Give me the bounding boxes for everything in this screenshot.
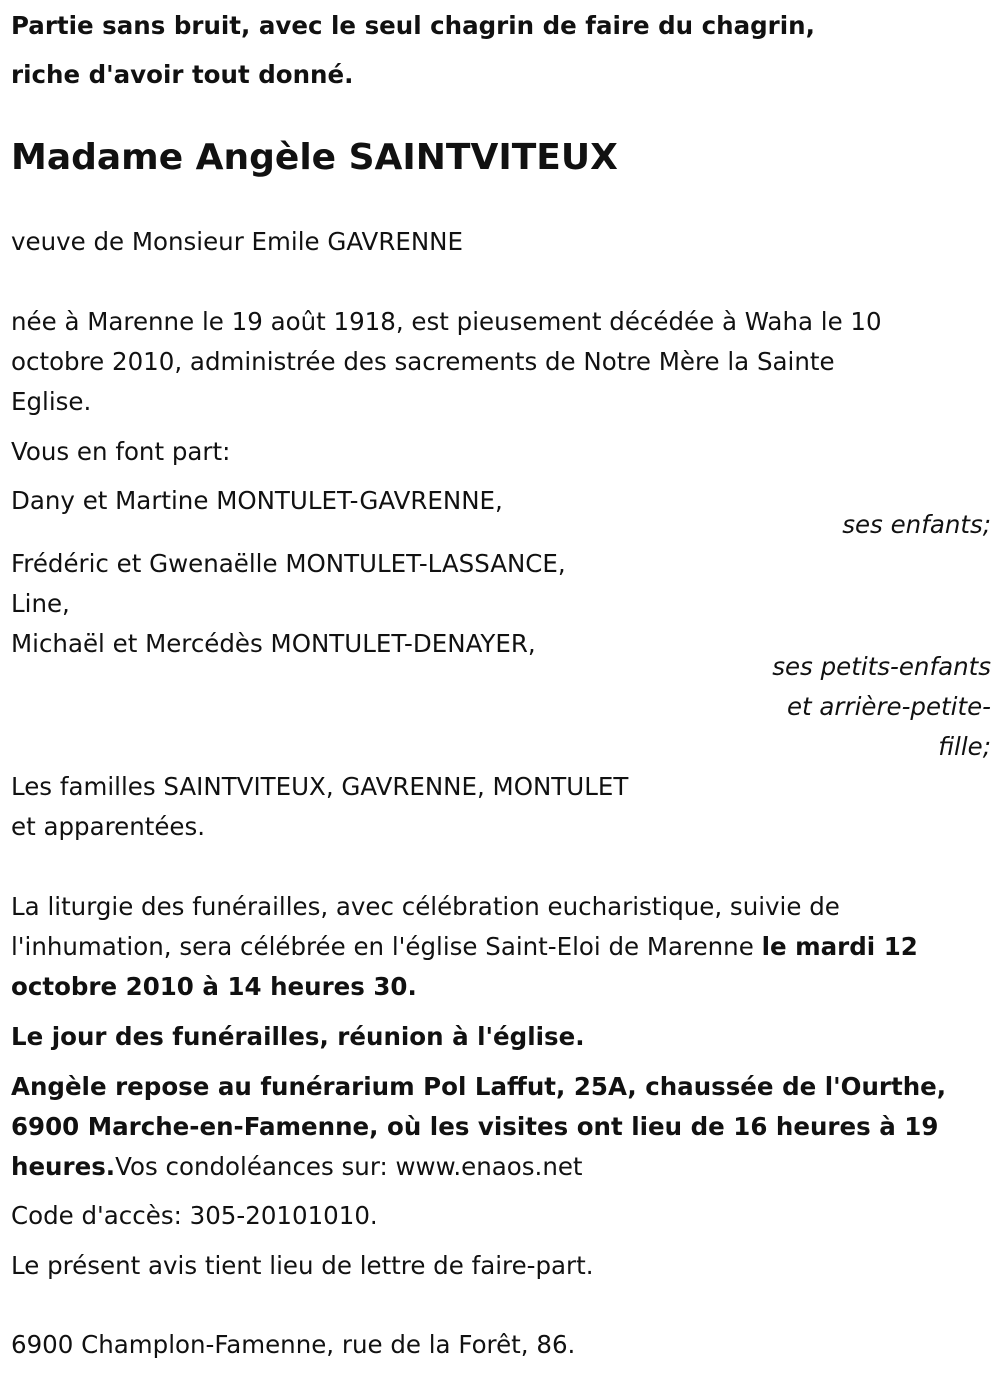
access-code: Code d'accès: 305-20101010.	[11, 1201, 378, 1230]
funeral-line-1: La liturgie des funérailles, avec célébration eucharistique, suivie de	[11, 892, 840, 921]
birth-death-line-2: octobre 2010, administrée des sacrements de Notre Mère la Sainte	[11, 347, 835, 376]
deceased-name: Madame Angèle SAINTVITEUX	[11, 137, 618, 178]
grandchildren-relation-2: et arrière-petite-	[786, 692, 991, 721]
grandchildren-relation-3: fille;	[938, 732, 991, 761]
meeting-info: Le jour des funérailles, réunion à l'église.	[11, 1022, 585, 1051]
visitation-hours-end: heures.	[11, 1152, 116, 1181]
birth-death-line-1: née à Marenne le 19 août 1918, est pieusement décédée à Waha le 10	[11, 307, 882, 336]
notice-text: Le présent avis tient lieu de lettre de faire-part.	[11, 1251, 594, 1280]
grandchild-2: Line,	[11, 589, 70, 618]
families-line-1: Les familles SAINTVITEUX, GAVRENNE, MONTULET	[11, 772, 629, 801]
funeral-date-part-2: octobre 2010 à 14 heures 30.	[11, 972, 417, 1001]
visitation-line-3	[11, 1147, 583, 1187]
funeral-line-2	[11, 927, 918, 967]
visitation-line-2: 6900 Marche-en-Famenne, où les visites ont lieu de 16 heures à 19	[11, 1112, 939, 1141]
funeral-date-part-1: le mardi 12	[761, 932, 918, 961]
visitation-line-1: Angèle repose au funérarium Pol Laffut, 25A, chaussée de l'Ourthe,	[11, 1072, 947, 1101]
families-line-2: et apparentées.	[11, 812, 206, 841]
announcement: Vous en font part:	[11, 437, 231, 466]
funeral-line-2-text: l'inhumation, sera célébrée en l'église Saint-Eloi de Marenne	[11, 932, 762, 961]
grandchildren-relation-1: ses petits-enfants	[772, 652, 991, 681]
children-relation: ses enfants;	[842, 510, 991, 539]
grandchild-1: Frédéric et Gwenaëlle MONTULET-LASSANCE,	[11, 549, 566, 578]
children-names: Dany et Martine MONTULET-GAVRENNE,	[11, 486, 503, 515]
epigraph-line-1: Partie sans bruit, avec le seul chagrin de faire du chagrin,	[11, 11, 815, 40]
birth-death-line-3: Eglise.	[11, 387, 92, 416]
address: 6900 Champlon-Famenne, rue de la Forêt, 86.	[11, 1330, 576, 1359]
widow-of: veuve de Monsieur Emile GAVRENNE	[11, 227, 463, 256]
epigraph-line-2: riche d'avoir tout donné.	[11, 60, 354, 89]
condolences-text: Vos condoléances sur: www.enaos.net	[115, 1152, 583, 1181]
grandchild-3: Michaël et Mercédès MONTULET-DENAYER,	[11, 629, 536, 658]
